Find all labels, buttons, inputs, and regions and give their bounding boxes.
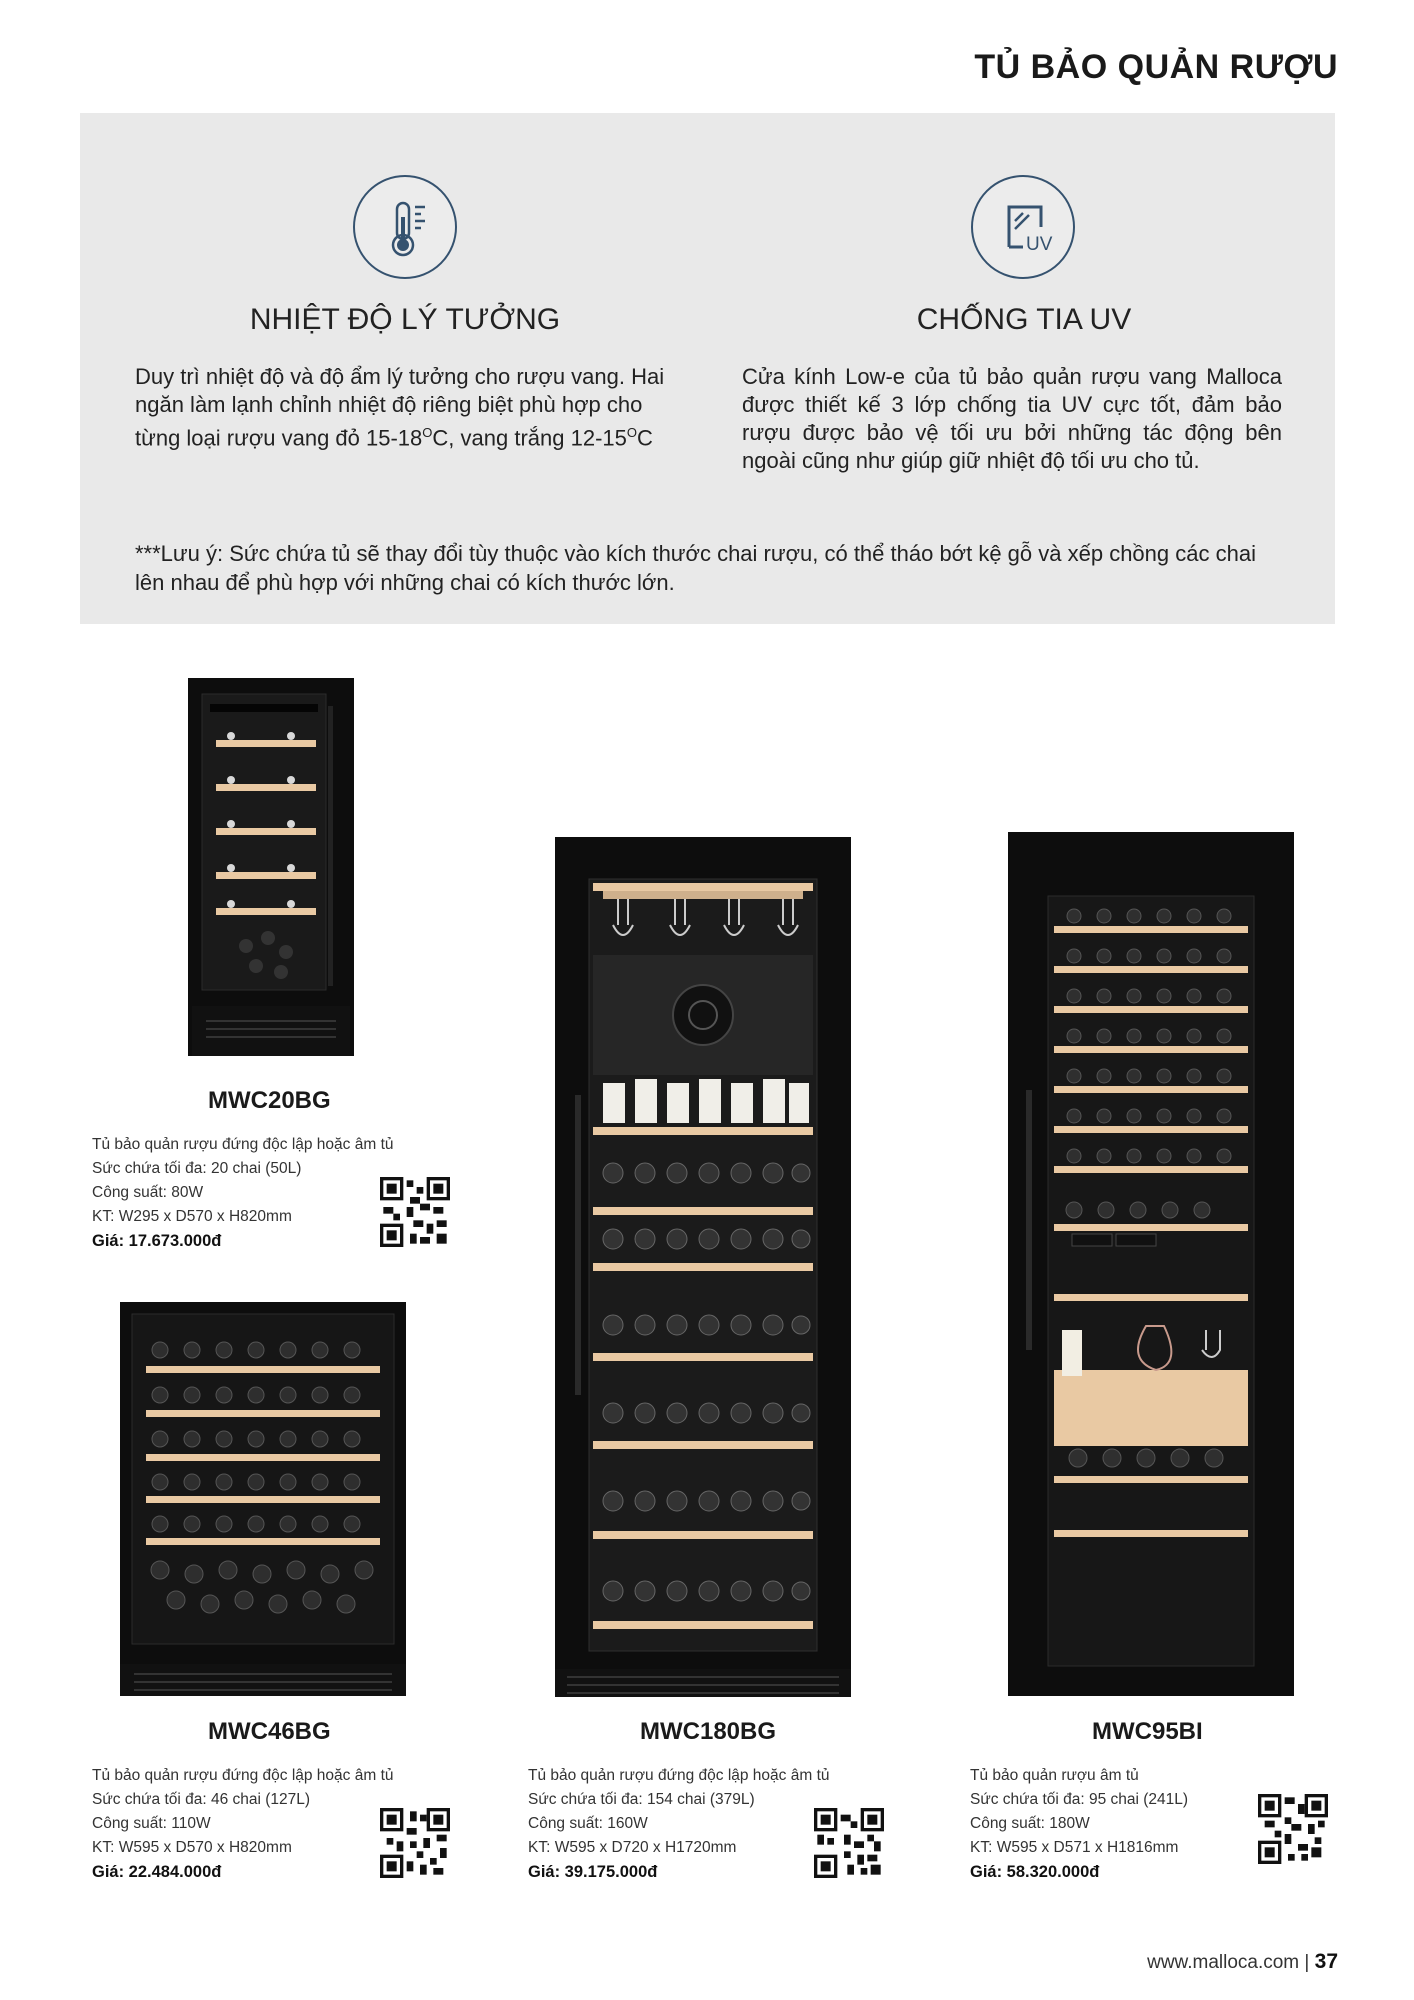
product-type: Tủ bảo quản rượu đứng độc lập hoặc âm tủ bbox=[528, 1767, 830, 1784]
product-size: KT: W595 x D720 x H1720mm bbox=[528, 1839, 737, 1856]
product-size: KT: W295 x D570 x H820mm bbox=[92, 1208, 292, 1225]
product-power: Công suất: 80W bbox=[92, 1184, 204, 1201]
model-mwc95bi: MWC95BI bbox=[1092, 1718, 1203, 1745]
page-title: TỦ BẢO QUẢN RƯỢU bbox=[974, 48, 1338, 86]
feature-text-temperature: Duy trì nhiệt độ và độ ẩm lý tưởng cho rượu vang. Hai ngăn làm lạnh chỉnh nhiệt độ riêng biệt phù hợp cho từng loại rượu vang đỏ $15-18^OC$, vang trắng $12-15^OC$ bbox=[135, 364, 665, 451]
model-mwc180bg: MWC180BG bbox=[640, 1718, 777, 1745]
product-capacity: Sức chứa tối đa: 95 chai (241L) bbox=[970, 1791, 1189, 1808]
qr-code-icon[interactable] bbox=[380, 1808, 450, 1878]
footer-separator: | bbox=[1304, 1952, 1310, 1973]
product-price: Giá: 39.175.000đ bbox=[528, 1863, 658, 1881]
product-price: Giá: 22.484.000đ bbox=[92, 1863, 222, 1881]
qr-code-icon[interactable] bbox=[1258, 1794, 1328, 1864]
capacity-note: ***Lưu ý: Sức chứa tủ sẽ thay đổi tùy thuộc vào kích thước chai rượu, có thể tháo bớt kệ gỗ và xếp chồng các chai lên nhau để phù hợp với những chai có kích thước lớn. bbox=[135, 541, 1256, 595]
product-power: Công suất: 160W bbox=[528, 1815, 648, 1832]
qr-code-icon[interactable] bbox=[380, 1177, 450, 1247]
product-power: Công suất: 110W bbox=[92, 1815, 211, 1832]
qr-code-icon[interactable] bbox=[814, 1808, 884, 1878]
uv-glass-icon bbox=[971, 175, 1075, 279]
product-type: Tủ bảo quản rượu đứng độc lập hoặc âm tủ bbox=[92, 1767, 394, 1784]
footer-website[interactable]: www.malloca.com bbox=[1147, 1952, 1300, 1973]
product-power: Công suất: 180W bbox=[970, 1815, 1090, 1832]
feature-text-uv: Cửa kính Low-e của tủ bảo quản rượu vang Malloca được thiết kế 3 lớp chống tia UV cực tốt, đảm bảo rượu được bảo vệ tối ưu bởi những tác động bên ngoài cũng như giúp giữ nhiệt độ tối ưu cho tủ. bbox=[742, 364, 1282, 473]
product-image-mwc180bg bbox=[553, 835, 853, 1697]
product-image-mwc95bi bbox=[1006, 830, 1296, 1698]
product-price: Giá: 17.673.000đ bbox=[92, 1232, 222, 1250]
feature-title-temperature: NHIỆT ĐỘ LÝ TƯỞNG bbox=[249, 303, 561, 336]
product-type: Tủ bảo quản rượu âm tủ bbox=[970, 1767, 1139, 1784]
product-image-mwc46bg bbox=[118, 1300, 408, 1696]
product-image-mwc20bg bbox=[186, 676, 356, 1064]
product-price: Giá: 58.320.000đ bbox=[970, 1863, 1100, 1881]
product-capacity: Sức chứa tối đa: 154 chai (379L) bbox=[528, 1791, 755, 1808]
page-number: 37 bbox=[1314, 1950, 1338, 1973]
uv-icon-label: UV bbox=[1026, 234, 1053, 255]
product-capacity: Sức chứa tối đa: 46 chai (127L) bbox=[92, 1791, 311, 1808]
feature-title-uv: CHỐNG TIA UV bbox=[916, 303, 1132, 336]
footer bbox=[1147, 1950, 1338, 1974]
product-size: KT: W595 x D570 x H820mm bbox=[92, 1839, 292, 1856]
feature-panel bbox=[80, 113, 1335, 624]
thermometer-icon bbox=[353, 175, 457, 279]
model-mwc20bg: MWC20BG bbox=[208, 1087, 331, 1114]
model-mwc46bg: MWC46BG bbox=[208, 1718, 331, 1745]
product-capacity: Sức chứa tối đa: 20 chai (50L) bbox=[92, 1160, 302, 1177]
product-size: KT: W595 x D571 x H1816mm bbox=[970, 1839, 1179, 1856]
product-type: Tủ bảo quản rượu đứng độc lập hoặc âm tủ bbox=[92, 1136, 394, 1153]
